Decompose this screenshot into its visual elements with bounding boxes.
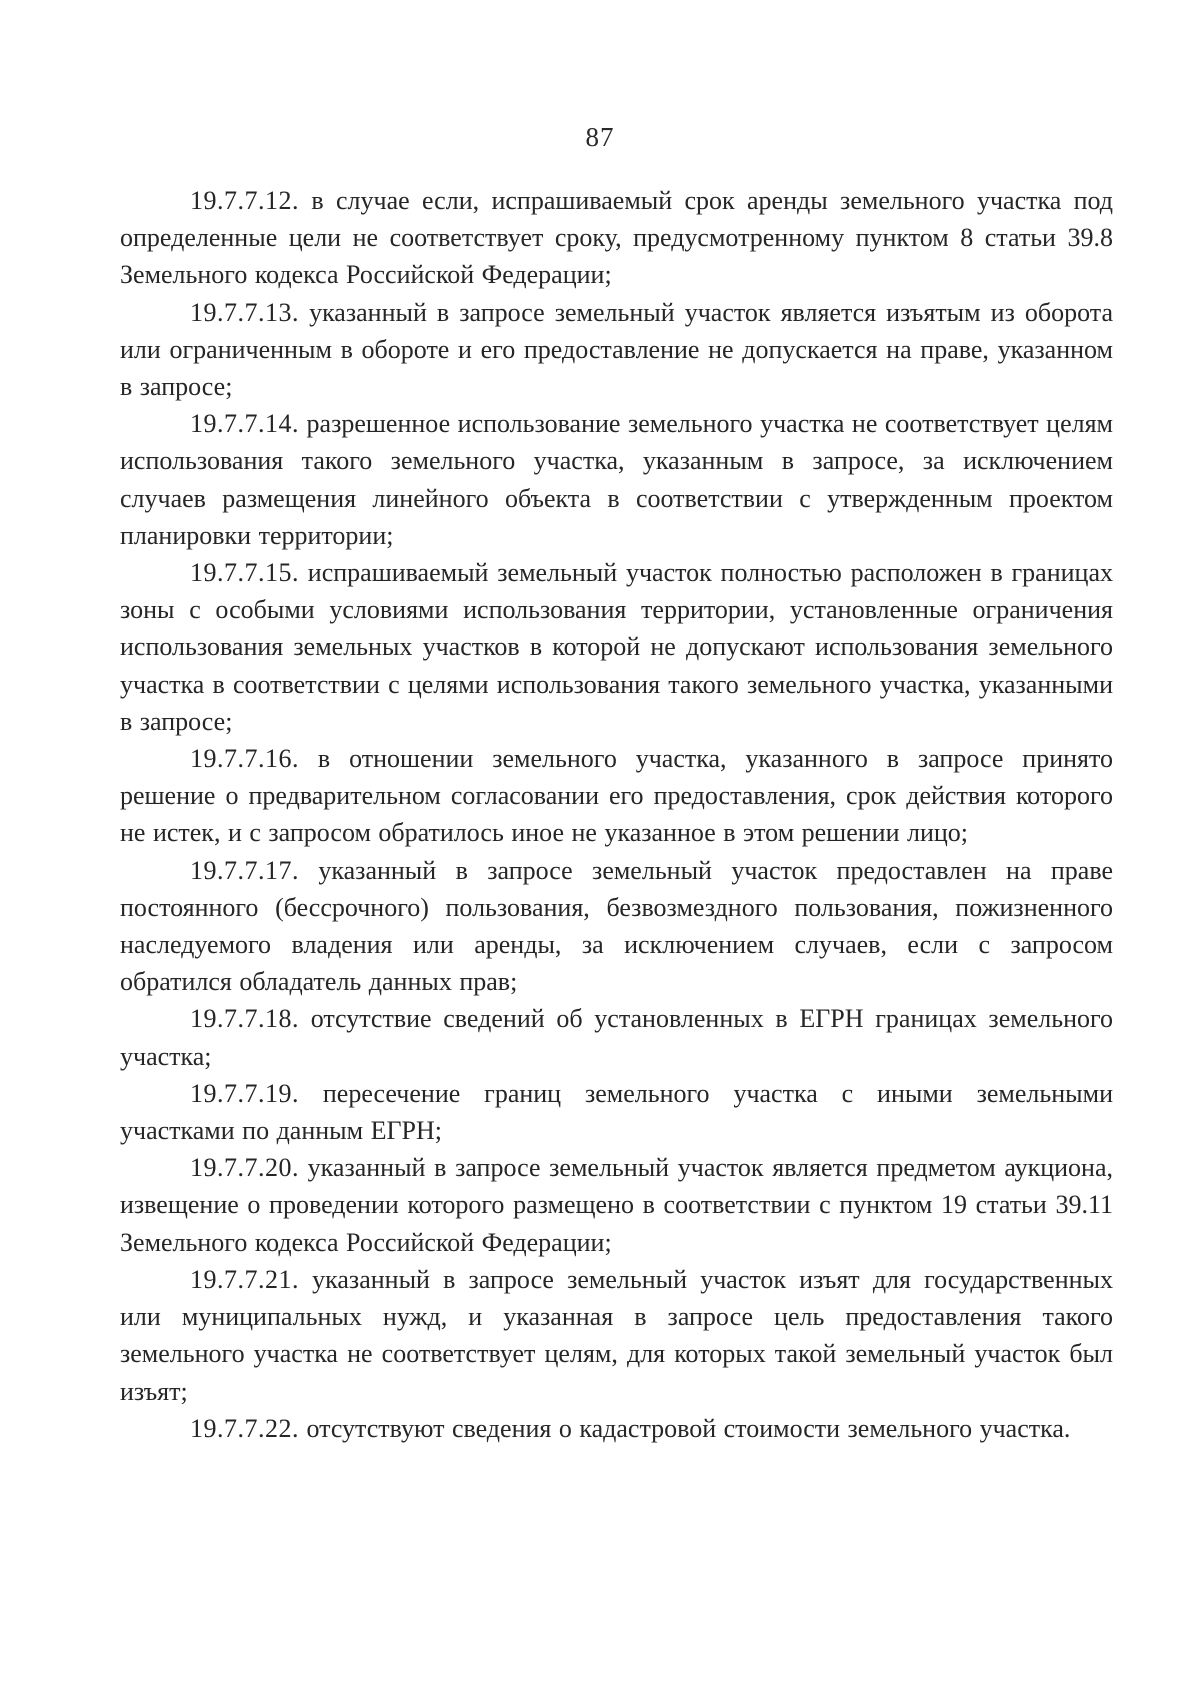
clause-text: отсутствие сведений об установленных в ЕГРН границах земельного участка; <box>120 1004 1113 1071</box>
clause-text: отсутствуют сведения о кадастровой стоимости земельного участка. <box>306 1413 1071 1443</box>
clause-text: указанный в запросе земельный участок изъят для государственных или муниципальных нужд, и указанная в запросе цель предоставления такого земельного участка не соответствует целям, для которых такой земельный участок был изъят; <box>120 1264 1113 1406</box>
clause-paragraph <box>120 852 1113 1001</box>
clause-paragraph <box>120 182 1113 294</box>
clause-paragraph <box>120 1261 1113 1410</box>
clause-text: в отношении земельного участка, указанного в запросе принято решение о предварительном согласовании его предоставления, срок действия которого не истек, и с запросом обратилось иное не указанное в этом решении лицо; <box>120 744 1114 848</box>
clause-text: испрашиваемый земельный участок полностью расположен в границах зоны с особыми условиями использования территории, установленные ограничения использования земельных участков в которой не допускают использования земельного участка в соответствии с целями использования такого земельного участка, указанными в запросе; <box>120 558 1113 736</box>
clause-number: 19.7.7.18. <box>190 1004 299 1034</box>
clause-number: 19.7.7.12. <box>190 186 299 215</box>
clause-text: указанный в запросе земельный участок является предметом аукциона, извещение о проведении которого размещено в соответствии с пунктом 19 статьи 39.11 Земельного кодекса Российской Федерации; <box>120 1153 1114 1257</box>
clause-number: 19.7.7.17. <box>190 855 299 885</box>
clause-paragraph <box>120 740 1113 852</box>
clause-text: разрешенное использование земельного участка не соответствует целям использования такого земельного участка, указанным в запросе, за исключением случаев размещения линейного объекта в соответствии с утвержденным проектом планировки территории; <box>120 409 1114 550</box>
clause-paragraph <box>120 294 1113 406</box>
clause-paragraph <box>120 1075 1113 1149</box>
clause-number: 19.7.7.16. <box>190 744 299 774</box>
clause-text: пересечение границ земельного участка с иными земельными участками по данным ЕГРН; <box>120 1078 1113 1146</box>
clause-number: 19.7.7.15. <box>190 558 299 588</box>
clause-number: 19.7.7.21. <box>190 1264 299 1294</box>
clause-text: указанный в запросе земельный участок предоставлен на праве постоянного (бессрочного) пользования, безвозмездного пользования, пожизненного наследуемого владения или аренды, за исключением случаев, если с запросом обратился обладатель данных прав; <box>120 855 1113 997</box>
clause-number: 19.7.7.14. <box>190 409 299 439</box>
clause-number: 19.7.7.19. <box>190 1078 299 1108</box>
clause-text: в случае если, испрашиваемый срок аренды земельного участка под определенные цели не соответствует сроку, предусмотренному пунктом 8 статьи 39.8 Земельного кодекса Российской Федерации; <box>120 186 1113 290</box>
clause-number: 19.7.7.20. <box>190 1153 299 1183</box>
page-number: 87 <box>585 122 615 152</box>
clause-paragraph <box>120 554 1113 740</box>
clause-paragraph <box>120 1410 1113 1447</box>
clause-paragraph <box>120 1149 1113 1261</box>
clause-number: 19.7.7.13. <box>190 297 299 327</box>
clause-paragraph <box>120 1000 1113 1074</box>
clause-number: 19.7.7.22. <box>190 1413 299 1443</box>
clause-paragraph <box>120 405 1113 554</box>
clause-text: указанный в запросе земельный участок является изъятым из оборота или ограниченным в обороте и его предоставление не допускается на праве, указанном в запросе; <box>120 297 1113 402</box>
document-body <box>120 182 1113 1447</box>
